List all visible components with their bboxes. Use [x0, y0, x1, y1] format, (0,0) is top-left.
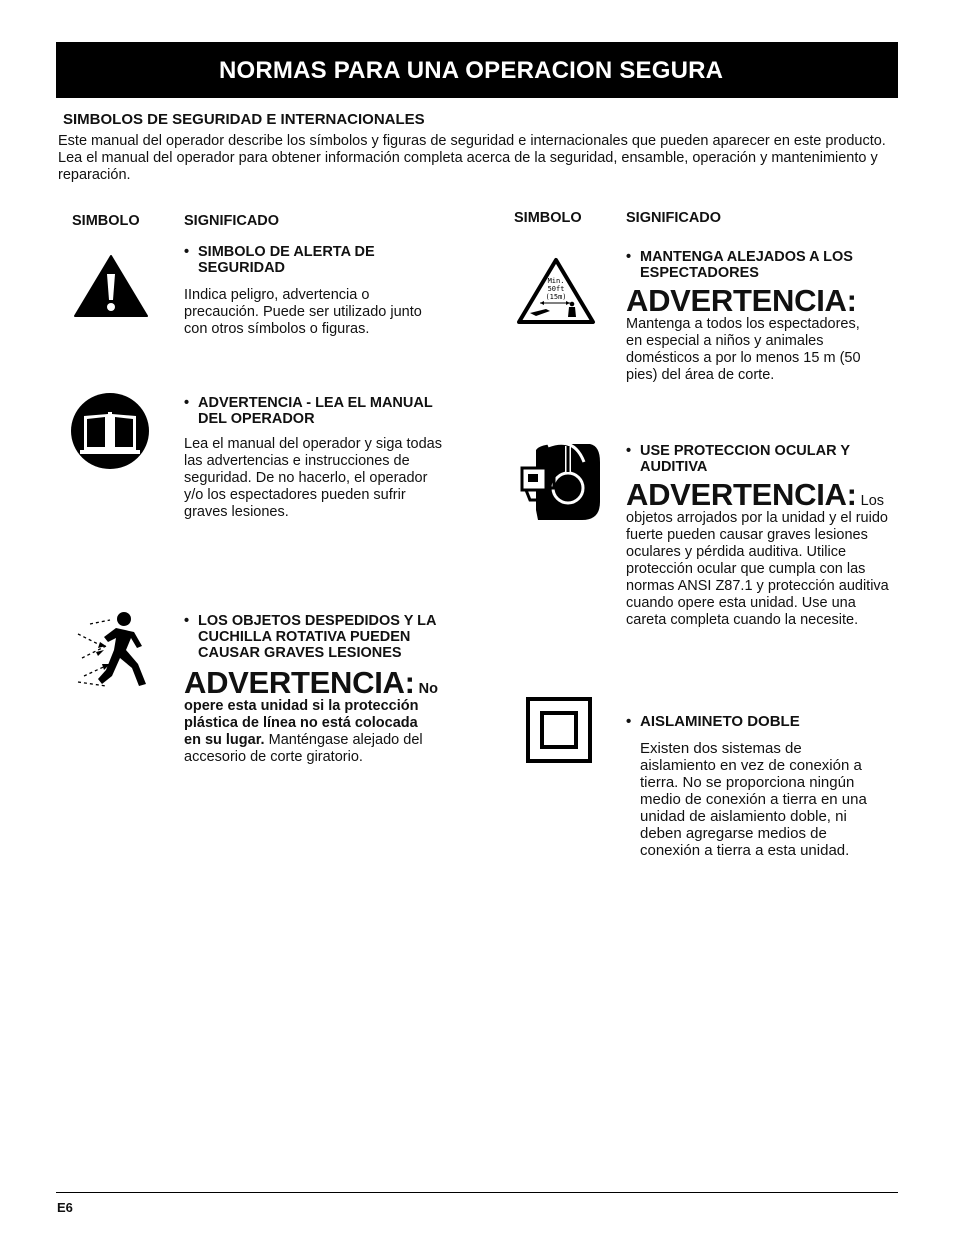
intro-paragraph: Este manual del operador describe los símbolos y figuras de seguridad e internacionales que pueden aparecer en este producto. Lea el manual del operador para obtener información completa acerca de la seguridad, ensamble, operación y mantenimiento y reparación. — [58, 133, 886, 183]
col-head-symbol-left: SIMBOLO — [72, 213, 140, 229]
text-double-insulation: Existen dos sistemas de aislamiento en vez de conexión a tierra. No se proporciona ningún medio de conexión a tierra en una unidad de aislamiento doble, ni deben agregarse medios de conexión a tierra a esta unidad. — [640, 740, 867, 859]
text-read-manual: Lea el manual del operador y siga todas las advertencias e instrucciones de seguridad. De no hacerlo, el operador y/o los espectadores pueden sufrir graves lesiones. — [184, 436, 442, 520]
text-safety-alert: IIndica peligro, advertencia o precaución. Puede ser utilizado junto con otros símbolos o figuras. — [184, 287, 422, 337]
bullet-read-manual: • ADVERTENCIA - LEA EL MANUAL DEL OPERADOR — [184, 395, 433, 427]
thrown-objects-person-icon — [76, 606, 158, 692]
eye-ear-protection-icon — [518, 442, 602, 522]
text-keep-bystanders: ADVERTENCIA: Mantenga a todos los espectadores, en especial a niños y animales domésticos a por lo menos 15 m (50 pies) del área de corte. — [626, 283, 861, 383]
warning-word: ADVERTENCIA: — [184, 665, 415, 700]
footer-rule — [56, 1192, 898, 1193]
bullet-double-insulation: • AISLAMINETO DOBLE — [626, 713, 800, 730]
bullet-safety-alert: • SIMBOLO DE ALERTA DE SEGURIDAD — [184, 244, 375, 276]
header-bar — [56, 42, 898, 98]
text-thrown-objects: ADVERTENCIA: No opere esta unidad si la protección plástica de línea no está colocada en su lugar. Manténgase alejado del accesorio de corte giratorio. — [184, 665, 439, 765]
col-head-symbol-right: SIMBOLO — [514, 210, 582, 226]
col-head-meaning-right: SIGNIFICADO — [626, 210, 722, 226]
col-head-meaning-left: SIGNIFICADO — [184, 213, 280, 229]
text-eye-ear-protection: ADVERTENCIA: Los objetos arrojados por la unidad y el ruido fuerte pueden causar graves lesiones oculares y pérdida auditiva. Utilice protección ocular que cumpla con las normas ANSI Z87.1 y protección auditiva cuando opere esta unidad. Use una careta completa cuando la necesite. — [626, 477, 889, 628]
read-manual-book-icon — [70, 392, 150, 470]
svg-text:50ft: 50ft — [547, 285, 565, 293]
svg-text:(15m): (15m) — [545, 293, 567, 301]
safety-alert-triangle-icon — [73, 254, 149, 318]
svg-text:Min.: Min. — [547, 277, 565, 285]
section-title: SIMBOLOS DE SEGURIDAD E INTERNACIONALES — [63, 111, 425, 128]
page-title: NORMAS PARA UNA OPERACION SEGURA — [219, 57, 724, 84]
keep-bystanders-away-icon — [516, 257, 596, 325]
warning-word: ADVERTENCIA: — [626, 477, 857, 512]
bullet-keep-bystanders: • MANTENGA ALEJADOS A LOS ESPECTADORES — [626, 249, 853, 281]
double-insulation-icon — [526, 697, 592, 763]
bullet-thrown-objects: • LOS OBJETOS DESPEDIDOS Y LA CUCHILLA ROTATIVA PUEDEN CAUSAR GRAVES LESIONES — [184, 613, 437, 661]
bullet-eye-ear-protection: • USE PROTECCION OCULAR Y AUDITIVA — [626, 443, 851, 475]
page-number: E6 — [57, 1200, 73, 1215]
warning-word: ADVERTENCIA: — [626, 283, 857, 318]
